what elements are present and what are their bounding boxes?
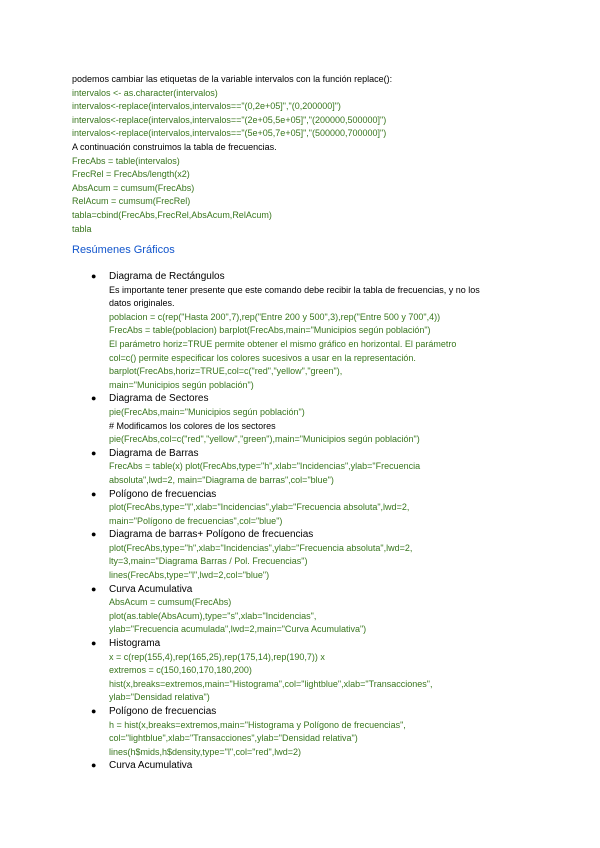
intro-line: FrecRel = FrecAbs/length(x2) [72, 169, 190, 180]
intro-line: AbsAcum = cumsum(FrecAbs) [72, 182, 195, 193]
bullet-icon: ● [91, 393, 97, 404]
list-item [72, 488, 542, 529]
list-item-line: lines(h$mids,h$density,type="l",col="red",lwd=2) [109, 746, 301, 757]
bullet-icon: ● [91, 447, 97, 458]
list-item [72, 637, 542, 705]
list-item-line: AbsAcum = cumsum(FrecAbs) [109, 597, 232, 608]
list-item [72, 447, 542, 488]
list-item [72, 392, 542, 446]
intro-line: intervalos<-replace(intervalos,intervalos=="(2e+05,5e+05]","(200000,500000]") [72, 114, 387, 125]
bullet-icon: ● [91, 488, 97, 499]
list-item-line: ylab="Frecuencia acumulada",lwd=2,main="Curva Acumulativa") [109, 624, 367, 635]
intro-block [72, 73, 542, 236]
list-item-line: h = hist(x,breaks=extremos,main="Histograma y Polígono de frecuencias", [109, 719, 406, 730]
bullet-icon: ● [91, 583, 97, 594]
list-item [72, 705, 542, 759]
graphics-list [72, 270, 542, 773]
intro-line: tabla [72, 223, 92, 234]
list-item [72, 759, 542, 773]
intro-line: A continuación construimos la tabla de frecuencias. [72, 141, 277, 152]
list-item-line: hist(x,breaks=extremos,main="Histograma",col="lightblue",xlab="Transacciones", [109, 678, 433, 689]
list-item-line: Es importante tener presente que este comando debe recibir la tabla de frecuencias, y no los [109, 284, 480, 295]
list-item-line: FrecAbs = table(x) plot(FrecAbs,type="h",xlab="Incidencias",ylab="Frecuencia [109, 461, 421, 472]
bullet-icon: ● [91, 760, 97, 771]
bullet-icon: ● [91, 638, 97, 649]
list-item-line: ylab="Densidad relativa") [109, 692, 210, 703]
intro-line: podemos cambiar las etiquetas de la variable intervalos con la función replace(): [72, 74, 393, 84]
list-item-line: pie(FrecAbs,col=c("red","yellow","green"),main="Municipios según población") [109, 434, 420, 445]
list-item-line: poblacion = c(rep("Hasta 200",7),rep("Entre 200 y 500",3),rep("Entre 500 y 700",4)) [109, 311, 441, 322]
list-item-title: Diagrama de Rectángulos [109, 271, 225, 282]
section-heading: Resúmenes Gráficos [72, 244, 175, 256]
list-item-line: datos originales. [109, 298, 175, 309]
list-item-line: lines(FrecAbs,type="l",lwd=2,col="blue") [109, 570, 270, 581]
list-item [72, 583, 542, 637]
intro-line: intervalos<-replace(intervalos,intervalos=="(0,2e+05]","(0,200000]") [72, 101, 341, 112]
list-item-line: main="Municipios según población") [109, 379, 254, 390]
intro-line: intervalos <- as.character(intervalos) [72, 87, 218, 98]
list-item-line: FrecAbs = table(poblacion) barplot(FrecAbs,main="Municipios según población") [109, 325, 431, 336]
list-item-line: plot(as.table(AbsAcum),type="s",xlab="Incidencias", [109, 610, 317, 621]
bullet-icon: ● [91, 706, 97, 716]
list-item-line: plot(FrecAbs,type="l",xlab="Incidencias",ylab="Frecuencia absoluta",lwd=2, [109, 502, 410, 513]
list-item-line: # Modificamos los colores de los sectores [109, 420, 276, 431]
list-item-title: Polígono de frecuencias [109, 706, 217, 717]
list-item [72, 528, 542, 582]
list-item-line: col=c() permite especificar los colores sucesivos a usar en la representación. [109, 352, 416, 363]
list-item-line: main="Polígono de frecuencias",col="blue") [109, 515, 283, 526]
list-item-line: barplot(FrecAbs,horiz=TRUE,col=c("red","yellow","green"), [109, 366, 343, 377]
list-item-title: Curva Acumulativa [109, 583, 193, 595]
bullet-icon: ● [91, 529, 97, 540]
intro-line: intervalos<-replace(intervalos,intervalos=="(5e+05,7e+05]","(500000,700000]") [72, 128, 387, 139]
list-item-title: Diagrama de barras+ Polígono de frecuencias [109, 529, 314, 541]
list-item-line: pie(FrecAbs,main="Municipios según población") [109, 406, 305, 417]
list-item-title: Curva Acumulativa [109, 760, 193, 772]
list-item-line: absoluta",lwd=2, main="Diagrama de barras",col="blue") [109, 474, 334, 485]
list-item-line: extremos = c(150,160,170,180,200) [109, 665, 252, 676]
list-item-line: El parámetro horiz=TRUE permite obtener el mismo gráfico en horizontal. El parámetro [109, 338, 457, 349]
list-item-title: Histograma [109, 638, 161, 650]
list-item-line: col="lightblue",xlab="Transacciones",ylab="Densidad relativa") [109, 733, 358, 744]
list-item-title: Polígono de frecuencias [109, 488, 217, 500]
list-item-title: Diagrama de Sectores [109, 393, 209, 405]
list-item [72, 270, 542, 392]
intro-line: tabla=cbind(FrecAbs,FrecRel,AbsAcum,RelAcum) [72, 209, 272, 220]
list-item-title: Diagrama de Barras [109, 447, 199, 459]
bullet-icon: ● [91, 271, 97, 281]
intro-line: RelAcum = cumsum(FrecRel) [72, 196, 191, 207]
list-item-line: plot(FrecAbs,type="h",xlab="Incidencias",ylab="Frecuencia absoluta",lwd=2, [109, 542, 413, 553]
list-item-line: lty=3,main="Diagrama Barras / Pol. Frecuencias") [109, 556, 308, 567]
list-item-line: x = c(rep(155,4),rep(165,25),rep(175,14),rep(190,7)) x [109, 651, 325, 662]
intro-line: FrecAbs = table(intervalos) [72, 155, 180, 166]
